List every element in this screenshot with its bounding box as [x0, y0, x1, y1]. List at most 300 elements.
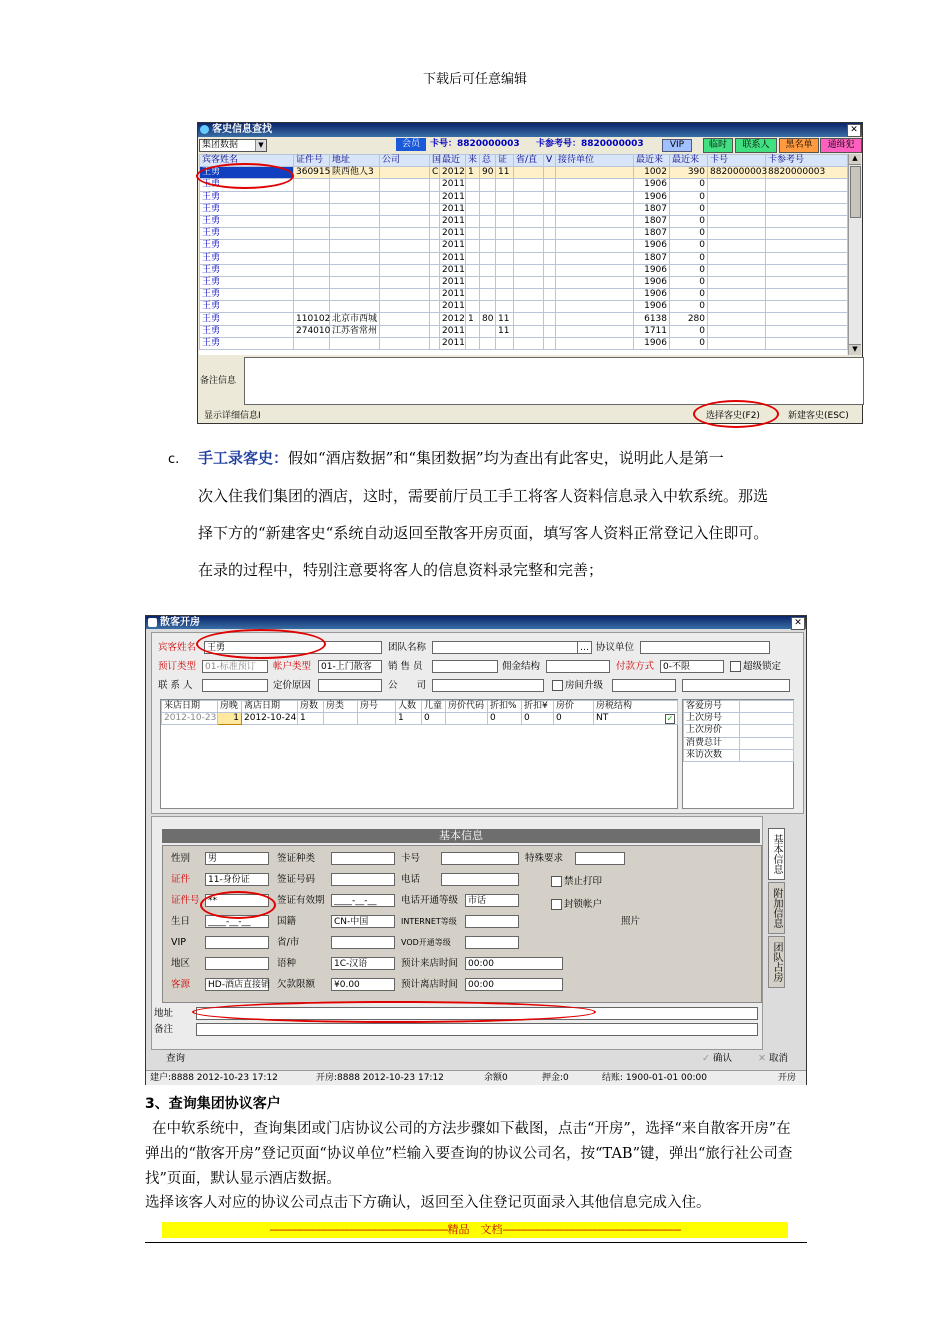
table-cell	[480, 301, 496, 313]
footer-left-dashes: ------------------------------------------------------------	[269, 1223, 448, 1236]
phone-label: 电话	[401, 874, 421, 885]
table-cell	[330, 301, 380, 313]
room-header-cell: 房号	[358, 701, 396, 713]
table-cell: 274010	[294, 325, 330, 337]
grid-header-cell[interactable]: 来	[466, 155, 480, 167]
super-lock-label: 超级锁定	[743, 661, 782, 672]
data-source-select[interactable]	[199, 139, 267, 152]
table-cell	[514, 179, 544, 191]
room-cell[interactable]: 1	[396, 713, 422, 725]
grid-header-cell[interactable]: 宾客姓名	[200, 155, 294, 167]
guest-history-window	[197, 122, 863, 424]
table-cell	[380, 167, 430, 179]
sales-input[interactable]	[432, 660, 498, 673]
contact-input[interactable]	[202, 679, 268, 692]
table-cell	[708, 337, 766, 349]
room-cell[interactable]: 1	[298, 713, 324, 725]
birthday-input[interactable]: ____-__-__	[205, 915, 269, 928]
account-type-select[interactable]: 01-上门散客	[318, 660, 382, 673]
room-cell[interactable]: NT ✓	[594, 713, 678, 725]
phone-level-select[interactable]: 市话	[465, 894, 519, 907]
show-detail-link[interactable]: 显示详细信息I	[204, 411, 261, 421]
sex-select[interactable]: 男	[205, 852, 269, 865]
room-upgrade-label: 房间升级	[565, 680, 604, 691]
table-cell	[430, 276, 440, 288]
table-cell	[380, 301, 430, 313]
guest-name-cell: 王勇	[200, 252, 294, 264]
blacklist-button[interactable]: 黑名单	[779, 138, 819, 153]
status-checkout: 结账: 1900-01-01 00:00	[602, 1073, 707, 1083]
footer-text: 精品 文档	[447, 1223, 503, 1236]
table-cell: 2011	[440, 215, 466, 227]
table-cell	[430, 215, 440, 227]
table-cell	[380, 179, 430, 191]
table-cell: 1807	[634, 215, 670, 227]
book-type-label: 预订类型	[158, 661, 197, 672]
tax-checkbox[interactable]: ✓	[666, 714, 674, 724]
person-icon	[148, 618, 157, 627]
table-row[interactable]	[200, 179, 848, 191]
grid-header-cell[interactable]: 证	[496, 155, 514, 167]
company-input[interactable]	[432, 679, 544, 692]
table-cell	[496, 301, 514, 313]
province-input[interactable]	[331, 936, 395, 949]
table-cell	[294, 203, 330, 215]
table-cell	[556, 167, 634, 179]
step-line3: 择下方的“新建客史“系统自动返回至散客开房页面，填写客人资料正常登记入住即可。	[198, 524, 769, 542]
table-cell: 11	[496, 325, 514, 337]
section3-heading: 3、查询集团协议客户	[145, 1096, 281, 1112]
table-row[interactable]	[200, 215, 848, 227]
table-cell	[556, 337, 634, 349]
grid-header-cell[interactable]: 国	[430, 155, 440, 167]
table-cell	[380, 289, 430, 301]
select-history-button[interactable]: 选择客史(F2)	[706, 411, 760, 421]
table-cell: 110102	[294, 313, 330, 325]
table-cell	[430, 240, 440, 252]
special-request-label: 特殊要求	[525, 853, 564, 864]
grid-header-cell[interactable]: 证件号	[294, 155, 330, 167]
vertical-scrollbar[interactable]	[848, 154, 861, 355]
table-cell	[294, 301, 330, 313]
table-cell	[766, 203, 848, 215]
language-label: 语种	[277, 958, 297, 969]
super-lock-checkbox[interactable]	[730, 660, 781, 673]
table-cell	[430, 289, 440, 301]
table-cell	[708, 264, 766, 276]
side-row	[684, 737, 794, 749]
table-row[interactable]	[200, 301, 848, 313]
checkbox-icon	[552, 680, 563, 691]
room-cell[interactable]: 0	[422, 713, 446, 725]
price-reason-input[interactable]	[318, 679, 382, 692]
grid-header-cell[interactable]: 地址	[330, 155, 380, 167]
table-cell	[294, 215, 330, 227]
highlight-oval-address	[192, 1001, 596, 1023]
visa-valid-input[interactable]: ____-__-__	[331, 894, 395, 907]
address-label: 地址	[154, 1008, 174, 1019]
visa-type-input[interactable]	[331, 852, 395, 865]
commission-input[interactable]	[546, 660, 610, 673]
id-number-label: 证件号	[171, 895, 200, 906]
scroll-up-icon[interactable]: ▲	[849, 154, 861, 165]
source-select[interactable]: HD-酒店直接销	[205, 978, 269, 991]
special-request-input[interactable]	[575, 852, 625, 865]
nationality-select[interactable]: CN-中国	[331, 915, 395, 928]
table-cell	[708, 276, 766, 288]
guest-side-panel	[682, 699, 794, 809]
scroll-thumb[interactable]	[850, 166, 861, 218]
table-cell	[496, 289, 514, 301]
highlight-oval-id-number	[200, 891, 276, 919]
table-cell	[380, 215, 430, 227]
table-cell	[294, 337, 330, 349]
table-cell	[544, 252, 556, 264]
table-cell	[544, 203, 556, 215]
card-number: 卡号：8820000003	[430, 139, 520, 149]
guest-name-cell: 王勇	[200, 325, 294, 337]
table-cell	[380, 240, 430, 252]
grid-header-cell[interactable]: 卡号	[708, 155, 766, 167]
step-line1: 假如“酒店数据”和“集团数据”均为查出有此客史，说明此人是第一	[288, 449, 724, 467]
table-cell: 90	[480, 167, 496, 179]
app-icon	[200, 125, 209, 134]
table-row[interactable]	[200, 191, 848, 203]
table-row[interactable]	[200, 276, 848, 288]
room-cell[interactable]	[324, 713, 358, 725]
arrive-time-label: 预计来店时间	[401, 958, 459, 969]
guest-name-cell: 王勇	[200, 313, 294, 325]
grid-header-cell[interactable]: 卡参考号	[766, 155, 848, 167]
table-cell	[514, 191, 544, 203]
query-button[interactable]: 查询	[166, 1053, 186, 1064]
table-cell	[514, 337, 544, 349]
table-cell	[708, 325, 766, 337]
table-row[interactable]	[200, 313, 848, 325]
id-number-input[interactable]: **	[205, 894, 269, 907]
room-cell[interactable]: 2012-10-24	[242, 713, 298, 725]
table-row[interactable]	[200, 325, 848, 337]
table-cell: 1906	[634, 276, 670, 288]
step-c-paragraph	[168, 440, 828, 589]
language-select[interactable]: 1C-汉语	[331, 957, 395, 970]
wanted-button[interactable]: 通缉犯	[820, 138, 862, 153]
room-header-cell: 房税结构	[594, 701, 678, 713]
room-header-cell: 折扣%	[488, 701, 522, 713]
table-cell	[514, 240, 544, 252]
visa-number-input[interactable]	[331, 873, 395, 886]
guest-name-cell: 王勇	[200, 203, 294, 215]
guest-name-cell: 王勇	[200, 337, 294, 349]
grid-header-cell[interactable]: 最近	[440, 155, 466, 167]
table-cell	[466, 191, 480, 203]
extra-input[interactable]	[682, 679, 790, 692]
window2-titlebar	[146, 616, 806, 629]
area-input[interactable]	[205, 957, 269, 970]
table-cell	[430, 325, 440, 337]
table-cell	[496, 252, 514, 264]
table-cell	[556, 313, 634, 325]
table-cell: 2011	[440, 252, 466, 264]
table-cell: 0	[670, 337, 708, 349]
table-cell	[380, 191, 430, 203]
table-cell: 陕西他人3	[330, 167, 380, 179]
section3-paragraph2: 选择该客人对应的协议公司点击下方确认，返回至入住登记页面录入其他信息完成入住。	[145, 1195, 711, 1211]
table-cell	[766, 313, 848, 325]
table-cell	[430, 179, 440, 191]
guest-name-cell: 王勇	[200, 228, 294, 240]
table-cell: 2012	[440, 313, 466, 325]
table-cell	[330, 337, 380, 349]
grid-header-cell[interactable]: 最近来	[670, 155, 708, 167]
tab-extra-info[interactable]: 附加信息	[768, 882, 785, 934]
side-row	[684, 749, 794, 761]
table-cell	[708, 215, 766, 227]
grid-header-cell[interactable]: 省/直	[514, 155, 544, 167]
table-row[interactable]	[200, 252, 848, 264]
table-cell	[544, 215, 556, 227]
section3-paragraph1: 在中软系统中，查询集团或门店协议公司的方法步骤如下截图，点击“开房”，选择“来自散客开房”在弹出的“散客开房”登记页面“协议单位”栏输入要查询的协议公司名，按“TAB”键，弹出“旅行社公司查找”页面，默认显示酒店数据。	[145, 1121, 793, 1187]
table-cell	[466, 325, 480, 337]
table-cell	[708, 301, 766, 313]
contact-button[interactable]: 联系人	[735, 138, 777, 153]
checkbox-icon	[551, 899, 562, 910]
table-cell: 80	[480, 313, 496, 325]
table-row[interactable]	[200, 264, 848, 276]
temp-button[interactable]: 临时	[703, 138, 733, 153]
scroll-down-icon[interactable]: ▼	[849, 344, 861, 355]
checkbox-icon	[551, 876, 562, 887]
room-header-cell: 房数	[298, 701, 324, 713]
table-cell	[708, 179, 766, 191]
confirm-button[interactable]	[702, 1052, 732, 1065]
table-cell: C	[430, 167, 440, 179]
side-tabs	[768, 828, 790, 988]
table-cell	[766, 289, 848, 301]
province-label: 省/市	[277, 937, 300, 948]
table-cell: 0	[670, 289, 708, 301]
new-history-button[interactable]: 新建客史(ESC)	[788, 411, 849, 421]
phone-input[interactable]	[441, 873, 519, 886]
area-label: 地区	[171, 958, 191, 969]
table-cell	[514, 289, 544, 301]
table-cell	[380, 325, 430, 337]
credit-limit-input[interactable]: ¥0.00	[331, 978, 395, 991]
highlight-oval-guest-name	[196, 629, 326, 659]
close-icon[interactable]: ✕	[847, 124, 861, 137]
table-cell	[766, 301, 848, 313]
table-row[interactable]	[200, 240, 848, 252]
leave-time-label: 预计离店时间	[401, 979, 459, 990]
seal-account-checkbox[interactable]	[551, 898, 602, 911]
upgrade-input[interactable]	[612, 679, 676, 692]
table-cell	[556, 215, 634, 227]
table-cell	[556, 325, 634, 337]
table-cell	[766, 179, 848, 191]
table-cell	[556, 252, 634, 264]
room-cell[interactable]: 0	[554, 713, 594, 725]
window-titlebar	[198, 123, 862, 137]
id-type-select[interactable]: 11-身份证	[205, 873, 269, 886]
table-cell: 6138	[634, 313, 670, 325]
room-header-cell: 房晚	[218, 701, 242, 713]
payment-select[interactable]: 0-不限	[660, 660, 724, 673]
status-deposit: 押金:0	[542, 1073, 569, 1083]
table-cell	[330, 215, 380, 227]
table-cell	[466, 276, 480, 288]
room-row[interactable]	[162, 713, 678, 725]
table-cell	[766, 191, 848, 203]
checkbox-icon	[730, 661, 741, 672]
table-cell	[544, 179, 556, 191]
nationality-label: 国籍	[277, 916, 297, 927]
guest-name-cell: 王勇	[200, 179, 294, 191]
table-cell	[514, 276, 544, 288]
card-input[interactable]	[441, 852, 519, 865]
sales-label: 销 售 员	[388, 661, 423, 672]
table-cell: 390	[670, 167, 708, 179]
table-cell: 2011	[440, 337, 466, 349]
company-label: 公 司	[388, 680, 427, 691]
room-header-cell: 人数	[396, 701, 422, 713]
guest-name-input[interactable]: 王勇	[204, 641, 382, 654]
room-cell[interactable]: 0	[488, 713, 522, 725]
table-cell	[496, 264, 514, 276]
table-row[interactable]	[200, 203, 848, 215]
agreement-label: 协议单位	[596, 642, 635, 653]
table-cell: 1906	[634, 179, 670, 191]
status-bar	[146, 1070, 806, 1085]
table-cell	[514, 301, 544, 313]
footer-right-dashes: ------------------------------------------------------------	[502, 1223, 681, 1236]
cancel-label: 取消	[768, 1053, 788, 1064]
table-cell	[556, 179, 634, 191]
table-cell: 2011	[440, 325, 466, 337]
note-input[interactable]	[196, 1023, 758, 1036]
table-cell	[466, 337, 480, 349]
table-cell: 2011	[440, 228, 466, 240]
table-cell	[430, 252, 440, 264]
table-row[interactable]	[200, 337, 848, 349]
payment-label: 付款方式	[616, 661, 655, 672]
table-cell	[544, 289, 556, 301]
vod-level-select[interactable]	[465, 936, 519, 949]
side-label: 来访次数	[684, 749, 740, 761]
table-cell	[708, 240, 766, 252]
table-cell: 1002	[634, 167, 670, 179]
table-cell	[544, 276, 556, 288]
side-value	[740, 713, 794, 725]
table-row[interactable]	[200, 167, 848, 179]
table-cell	[294, 252, 330, 264]
table-cell	[466, 289, 480, 301]
table-cell: 11	[496, 167, 514, 179]
table-cell	[766, 337, 848, 349]
table-cell	[708, 191, 766, 203]
table-cell	[556, 276, 634, 288]
table-cell: 1	[466, 313, 480, 325]
table-cell	[466, 264, 480, 276]
table-cell	[330, 264, 380, 276]
table-cell	[544, 301, 556, 313]
room-cell[interactable]: 1	[218, 713, 242, 725]
table-row[interactable]	[200, 289, 848, 301]
remark-input[interactable]	[244, 357, 864, 405]
footer-rule	[145, 1242, 807, 1243]
table-cell: 0	[670, 276, 708, 288]
team-name-input[interactable]	[432, 641, 592, 654]
table-cell	[496, 215, 514, 227]
card-label: 卡号	[401, 853, 421, 864]
leave-time-input[interactable]: 00:00	[465, 978, 563, 991]
credit-limit-label: 欠款限额	[277, 979, 316, 990]
table-cell	[544, 191, 556, 203]
internet-level-select[interactable]	[465, 915, 519, 928]
table-cell	[514, 203, 544, 215]
price-reason-label: 定价原因	[273, 680, 312, 691]
table-cell: 0	[670, 215, 708, 227]
phone-level-label: 电话开通等级	[401, 895, 459, 906]
tab-team-rooms[interactable]: 团队占房	[768, 936, 785, 988]
tab-basic-info[interactable]: 基本信息	[768, 828, 785, 880]
room-header-cell: 儿童	[422, 701, 446, 713]
table-cell: 0	[670, 301, 708, 313]
room-cell[interactable]	[446, 713, 488, 725]
room-cell[interactable]: 0	[522, 713, 554, 725]
room-cell[interactable]: 2012-10-23	[162, 713, 218, 725]
guest-name-cell: 王勇	[200, 215, 294, 227]
table-cell	[544, 325, 556, 337]
side-value	[740, 749, 794, 761]
table-cell: 0	[670, 252, 708, 264]
table-cell	[514, 313, 544, 325]
window-title: 客史信息查找	[212, 124, 272, 135]
source-label: 客源	[171, 979, 191, 990]
card-reference: 卡参考号：8820000003	[536, 139, 644, 149]
table-cell	[430, 264, 440, 276]
agreement-input[interactable]	[640, 641, 770, 654]
cancel-button[interactable]	[758, 1052, 788, 1065]
id-type-label: 证件	[171, 874, 191, 885]
arrive-time-input[interactable]: 00:00	[465, 957, 563, 970]
table-cell: 1711	[634, 325, 670, 337]
no-print-checkbox[interactable]	[551, 875, 602, 888]
book-type-select[interactable]: 01-标准预订	[202, 660, 268, 673]
check-icon: ✓	[702, 1053, 713, 1064]
more-icon[interactable]: …	[577, 641, 592, 654]
grid-header-cell[interactable]: V	[544, 155, 556, 167]
vip-input[interactable]	[205, 936, 269, 949]
room-cell[interactable]	[358, 713, 396, 725]
footer-bar	[162, 1222, 788, 1238]
table-cell	[330, 240, 380, 252]
table-row[interactable]	[200, 228, 848, 240]
room-upgrade-checkbox[interactable]	[552, 679, 603, 692]
grid-header-cell[interactable]: 接待单位	[556, 155, 634, 167]
table-cell	[430, 313, 440, 325]
close-icon[interactable]: ✕	[791, 617, 805, 630]
table-cell	[708, 289, 766, 301]
table-cell	[466, 179, 480, 191]
grid-header-cell[interactable]: 公司	[380, 155, 430, 167]
table-cell	[480, 203, 496, 215]
table-cell	[480, 264, 496, 276]
table-cell: 1906	[634, 240, 670, 252]
sex-label: 性别	[171, 853, 191, 864]
grid-header-cell[interactable]: 最近来	[634, 155, 670, 167]
table-cell: 1906	[634, 289, 670, 301]
grid-header-cell[interactable]: 总	[480, 155, 496, 167]
